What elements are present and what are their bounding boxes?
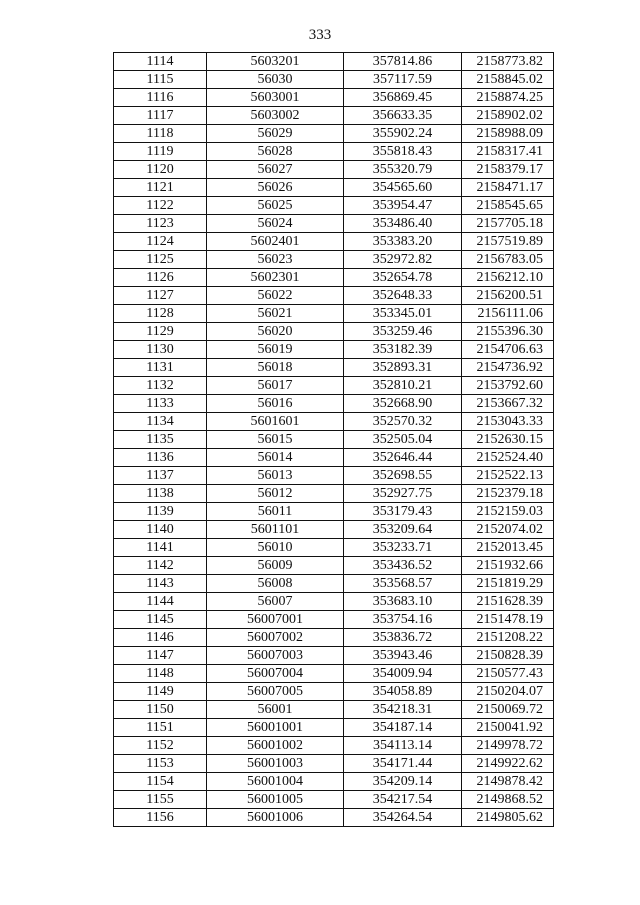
table-row [114,557,554,575]
row-index-cell: 1137 [114,467,207,485]
y-coordinate-cell: 2158773.82 [462,53,554,71]
y-coordinate-cell: 2153043.33 [462,413,554,431]
y-coordinate-cell: 2152630.15 [462,431,554,449]
table-row [114,449,554,467]
row-index-cell: 1156 [114,809,207,827]
y-coordinate-cell: 2152379.18 [462,485,554,503]
point-id-cell: 56011 [207,503,344,521]
x-coordinate-cell: 355818.43 [344,143,462,161]
table-row [114,305,554,323]
point-id-cell: 56008 [207,575,344,593]
row-index-cell: 1138 [114,485,207,503]
point-id-cell: 56020 [207,323,344,341]
x-coordinate-cell: 354218.31 [344,701,462,719]
point-id-cell: 56017 [207,377,344,395]
row-index-cell: 1117 [114,107,207,125]
row-index-cell: 1131 [114,359,207,377]
y-coordinate-cell: 2156212.10 [462,269,554,287]
point-id-cell: 56027 [207,161,344,179]
x-coordinate-cell: 352972.82 [344,251,462,269]
table-row [114,809,554,827]
row-index-cell: 1128 [114,305,207,323]
y-coordinate-cell: 2150204.07 [462,683,554,701]
y-coordinate-cell: 2153792.60 [462,377,554,395]
y-coordinate-cell: 2158317.41 [462,143,554,161]
row-index-cell: 1127 [114,287,207,305]
x-coordinate-cell: 357117.59 [344,71,462,89]
table-row [114,647,554,665]
y-coordinate-cell: 2158874.25 [462,89,554,107]
point-id-cell: 5603001 [207,89,344,107]
table-row [114,215,554,233]
row-index-cell: 1154 [114,773,207,791]
table-row [114,773,554,791]
table-row [114,71,554,89]
row-index-cell: 1122 [114,197,207,215]
y-coordinate-cell: 2157519.89 [462,233,554,251]
point-id-cell: 56007002 [207,629,344,647]
table-row [114,665,554,683]
x-coordinate-cell: 352810.21 [344,377,462,395]
row-index-cell: 1119 [114,143,207,161]
table-row [114,341,554,359]
x-coordinate-cell: 353954.47 [344,197,462,215]
y-coordinate-cell: 2158845.02 [462,71,554,89]
x-coordinate-cell: 357814.86 [344,53,462,71]
row-index-cell: 1116 [114,89,207,107]
table-row [114,755,554,773]
x-coordinate-cell: 354217.54 [344,791,462,809]
row-index-cell: 1144 [114,593,207,611]
table-row [114,377,554,395]
row-index-cell: 1136 [114,449,207,467]
point-id-cell: 56001 [207,701,344,719]
x-coordinate-cell: 353179.43 [344,503,462,521]
row-index-cell: 1129 [114,323,207,341]
row-index-cell: 1148 [114,665,207,683]
point-id-cell: 56028 [207,143,344,161]
table-row [114,53,554,71]
point-id-cell: 5601601 [207,413,344,431]
x-coordinate-cell: 353345.01 [344,305,462,323]
y-coordinate-cell: 2151819.29 [462,575,554,593]
row-index-cell: 1118 [114,125,207,143]
point-id-cell: 56014 [207,449,344,467]
x-coordinate-cell: 353754.16 [344,611,462,629]
row-index-cell: 1152 [114,737,207,755]
table-row [114,143,554,161]
x-coordinate-cell: 352654.78 [344,269,462,287]
x-coordinate-cell: 352893.31 [344,359,462,377]
point-id-cell: 56012 [207,485,344,503]
table-row [114,503,554,521]
y-coordinate-cell: 2152522.13 [462,467,554,485]
coordinates-table [113,52,554,827]
row-index-cell: 1143 [114,575,207,593]
y-coordinate-cell: 2156200.51 [462,287,554,305]
x-coordinate-cell: 353568.57 [344,575,462,593]
table-row [114,233,554,251]
point-id-cell: 56001005 [207,791,344,809]
table-row [114,611,554,629]
row-index-cell: 1133 [114,395,207,413]
x-coordinate-cell: 352927.75 [344,485,462,503]
point-id-cell: 56015 [207,431,344,449]
point-id-cell: 56025 [207,197,344,215]
row-index-cell: 1140 [114,521,207,539]
row-index-cell: 1125 [114,251,207,269]
y-coordinate-cell: 2152013.45 [462,539,554,557]
y-coordinate-cell: 2150041.92 [462,719,554,737]
point-id-cell: 56001006 [207,809,344,827]
y-coordinate-cell: 2157705.18 [462,215,554,233]
point-id-cell: 56030 [207,71,344,89]
y-coordinate-cell: 2158902.02 [462,107,554,125]
table-row [114,629,554,647]
table-row [114,107,554,125]
y-coordinate-cell: 2151208.22 [462,629,554,647]
x-coordinate-cell: 353383.20 [344,233,462,251]
x-coordinate-cell: 353259.46 [344,323,462,341]
table-row [114,125,554,143]
row-index-cell: 1134 [114,413,207,431]
row-index-cell: 1141 [114,539,207,557]
row-index-cell: 1124 [114,233,207,251]
y-coordinate-cell: 2152159.03 [462,503,554,521]
y-coordinate-cell: 2149978.72 [462,737,554,755]
row-index-cell: 1135 [114,431,207,449]
table-row [114,683,554,701]
table-row [114,287,554,305]
x-coordinate-cell: 354209.14 [344,773,462,791]
table-row [114,251,554,269]
point-id-cell: 56001002 [207,737,344,755]
y-coordinate-cell: 2152074.02 [462,521,554,539]
point-id-cell: 56019 [207,341,344,359]
point-id-cell: 56024 [207,215,344,233]
point-id-cell: 56001003 [207,755,344,773]
y-coordinate-cell: 2158988.09 [462,125,554,143]
x-coordinate-cell: 352698.55 [344,467,462,485]
row-index-cell: 1142 [114,557,207,575]
x-coordinate-cell: 353182.39 [344,341,462,359]
y-coordinate-cell: 2151478.19 [462,611,554,629]
table-row [114,359,554,377]
y-coordinate-cell: 2156783.05 [462,251,554,269]
x-coordinate-cell: 356869.45 [344,89,462,107]
point-id-cell: 56009 [207,557,344,575]
y-coordinate-cell: 2150069.72 [462,701,554,719]
table-row [114,197,554,215]
y-coordinate-cell: 2153667.32 [462,395,554,413]
y-coordinate-cell: 2149922.62 [462,755,554,773]
y-coordinate-cell: 2158545.65 [462,197,554,215]
x-coordinate-cell: 354565.60 [344,179,462,197]
x-coordinate-cell: 352668.90 [344,395,462,413]
point-id-cell: 56007003 [207,647,344,665]
x-coordinate-cell: 353683.10 [344,593,462,611]
point-id-cell: 5603002 [207,107,344,125]
x-coordinate-cell: 352570.32 [344,413,462,431]
point-id-cell: 56029 [207,125,344,143]
x-coordinate-cell: 353836.72 [344,629,462,647]
x-coordinate-cell: 354171.44 [344,755,462,773]
x-coordinate-cell: 353436.52 [344,557,462,575]
table-row [114,467,554,485]
x-coordinate-cell: 353486.40 [344,215,462,233]
point-id-cell: 56021 [207,305,344,323]
y-coordinate-cell: 2150577.43 [462,665,554,683]
point-id-cell: 56007 [207,593,344,611]
x-coordinate-cell: 353943.46 [344,647,462,665]
row-index-cell: 1123 [114,215,207,233]
row-index-cell: 1132 [114,377,207,395]
table-row [114,413,554,431]
table-row [114,89,554,107]
table-row [114,521,554,539]
point-id-cell: 56013 [207,467,344,485]
row-index-cell: 1120 [114,161,207,179]
y-coordinate-cell: 2151628.39 [462,593,554,611]
row-index-cell: 1126 [114,269,207,287]
point-id-cell: 56010 [207,539,344,557]
row-index-cell: 1150 [114,701,207,719]
point-id-cell: 56016 [207,395,344,413]
row-index-cell: 1147 [114,647,207,665]
x-coordinate-cell: 354009.94 [344,665,462,683]
page-number: 333 [308,27,332,43]
row-index-cell: 1145 [114,611,207,629]
coordinates-table-body [114,53,554,827]
point-id-cell: 56001001 [207,719,344,737]
y-coordinate-cell: 2154736.92 [462,359,554,377]
row-index-cell: 1115 [114,71,207,89]
y-coordinate-cell: 2150828.39 [462,647,554,665]
row-index-cell: 1121 [114,179,207,197]
x-coordinate-cell: 354113.14 [344,737,462,755]
point-id-cell: 56026 [207,179,344,197]
table-row [114,719,554,737]
y-coordinate-cell: 2156111.06 [462,305,554,323]
row-index-cell: 1149 [114,683,207,701]
point-id-cell: 5602401 [207,233,344,251]
point-id-cell: 56007001 [207,611,344,629]
point-id-cell: 56018 [207,359,344,377]
table-row [114,431,554,449]
table-row [114,737,554,755]
x-coordinate-cell: 356633.35 [344,107,462,125]
row-index-cell: 1151 [114,719,207,737]
row-index-cell: 1146 [114,629,207,647]
x-coordinate-cell: 353233.71 [344,539,462,557]
table-row [114,395,554,413]
row-index-cell: 1130 [114,341,207,359]
table-row [114,593,554,611]
point-id-cell: 5602301 [207,269,344,287]
table-row [114,575,554,593]
table-row [114,539,554,557]
table-row [114,701,554,719]
y-coordinate-cell: 2149805.62 [462,809,554,827]
x-coordinate-cell: 354264.54 [344,809,462,827]
x-coordinate-cell: 354058.89 [344,683,462,701]
y-coordinate-cell: 2149878.42 [462,773,554,791]
table-row [114,485,554,503]
x-coordinate-cell: 355320.79 [344,161,462,179]
point-id-cell: 56007004 [207,665,344,683]
table-row [114,179,554,197]
x-coordinate-cell: 352648.33 [344,287,462,305]
point-id-cell: 56007005 [207,683,344,701]
y-coordinate-cell: 2155396.30 [462,323,554,341]
row-index-cell: 1114 [114,53,207,71]
y-coordinate-cell: 2158379.17 [462,161,554,179]
y-coordinate-cell: 2152524.40 [462,449,554,467]
row-index-cell: 1153 [114,755,207,773]
x-coordinate-cell: 353209.64 [344,521,462,539]
point-id-cell: 5603201 [207,53,344,71]
row-index-cell: 1139 [114,503,207,521]
table-row [114,269,554,287]
table-row [114,323,554,341]
table-row [114,161,554,179]
point-id-cell: 56022 [207,287,344,305]
x-coordinate-cell: 355902.24 [344,125,462,143]
y-coordinate-cell: 2158471.17 [462,179,554,197]
y-coordinate-cell: 2149868.52 [462,791,554,809]
x-coordinate-cell: 352505.04 [344,431,462,449]
point-id-cell: 56023 [207,251,344,269]
x-coordinate-cell: 352646.44 [344,449,462,467]
table-row [114,791,554,809]
y-coordinate-cell: 2151932.66 [462,557,554,575]
row-index-cell: 1155 [114,791,207,809]
x-coordinate-cell: 354187.14 [344,719,462,737]
point-id-cell: 5601101 [207,521,344,539]
y-coordinate-cell: 2154706.63 [462,341,554,359]
point-id-cell: 56001004 [207,773,344,791]
